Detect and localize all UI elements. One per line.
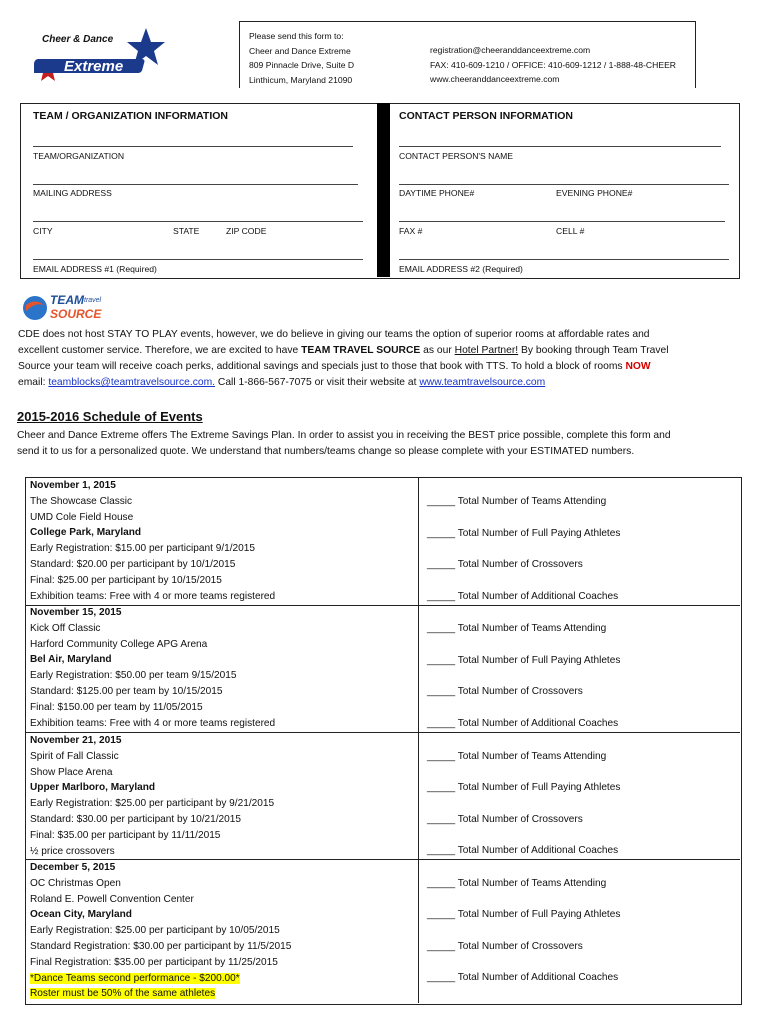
event-note: Exhibition teams: Free with 4 or more teams registered [30, 590, 276, 602]
event-price: Standard Registration: $30.00 per participant by 11/5/2015 [30, 940, 292, 952]
table-column-divider [418, 477, 419, 1003]
event-date: November 1, 2015 [30, 480, 116, 491]
org-label: TEAM/ORGANIZATION [33, 151, 125, 161]
schedule-title: 2015-2016 Schedule of Events [17, 409, 203, 424]
total-teams-field[interactable]: _____ Total Number of Teams Attending [427, 623, 607, 634]
mailing-info [249, 29, 354, 87]
total-coaches-field[interactable]: _____ Total Number of Additional Coaches [427, 718, 619, 729]
city-state-zip-input-line[interactable] [33, 221, 363, 222]
email2-input-line[interactable] [399, 259, 729, 260]
event-name: OC Christmas Open [30, 877, 121, 889]
schedule-intro [17, 428, 671, 460]
hotel-partner-text: Hotel Partner! [454, 345, 519, 356]
tts-text: excellent customer service. Therefore, we are excited to have [18, 345, 302, 356]
schedule-intro-line: Cheer and Dance Extreme offers The Extreme Savings Plan. In order to assist you in receiving the BEST price possible, complete this form and [17, 430, 671, 441]
event-venue: Harford Community College APG Arena [30, 638, 208, 650]
website-line[interactable]: www.cheeranddanceextreme.com [430, 74, 560, 84]
event-note-highlight: Roster must be 50% of the same athletes [30, 988, 216, 1000]
logo-text-top: Cheer & Dance [42, 34, 114, 45]
event-note: ½ price crossovers [30, 845, 115, 857]
fax-label: FAX # [399, 226, 423, 236]
tts-text: Call 1-866-567-7075 or visit their website at [215, 377, 420, 388]
tts-line-2 [18, 343, 669, 359]
tts-text: Source your team will receive coach perks, additional savings and specials just to those that book with TTS. To hold a block of rooms [18, 361, 626, 372]
event-cell-dec-5 [30, 860, 291, 1002]
event-price: Standard: $20.00 per participant by 10/1/2015 [30, 558, 236, 570]
now-text: NOW [625, 361, 651, 372]
event-date: November 15, 2015 [30, 607, 122, 618]
contact-name-label: CONTACT PERSON'S NAME [399, 151, 514, 161]
tts-line-4 [18, 375, 669, 391]
fax-cell-input-line[interactable] [399, 221, 725, 222]
event-note-highlight: *Dance Teams second performance - $200.00* [30, 972, 240, 984]
event-name: The Showcase Classic [30, 495, 133, 507]
total-coaches-field[interactable]: _____ Total Number of Additional Coaches [427, 972, 619, 983]
tts-line-1: CDE does not host STAY TO PLAY events, however, we do believe in giving our teams the option of superior rooms at affordable rates and [18, 329, 650, 340]
total-teams-field[interactable]: _____ Total Number of Teams Attending [427, 496, 607, 507]
contact-info [430, 43, 676, 87]
team-travel-source-logo [22, 292, 106, 324]
event-city: Upper Marlboro, Maryland [30, 782, 156, 794]
total-coaches-field[interactable]: _____ Total Number of Additional Coaches [427, 591, 619, 602]
event-price: Final: $25.00 per participant by 10/15/2015 [30, 574, 222, 586]
event-name: Kick Off Classic [30, 622, 101, 634]
event-city: Ocean City, Maryland [30, 909, 132, 921]
mailing-input-line[interactable] [33, 184, 358, 185]
total-athletes-field[interactable]: _____ Total Number of Full Paying Athletes [427, 782, 621, 793]
tts-logo-bottom: SOURCE [50, 307, 102, 321]
event-name: Spirit of Fall Classic [30, 750, 119, 762]
event-price: Early Registration: $50.00 per team 9/15/2015 [30, 670, 237, 682]
total-crossovers-field[interactable]: _____ Total Number of Crossovers [427, 814, 583, 825]
total-coaches-field[interactable]: _____ Total Number of Additional Coaches [427, 845, 619, 856]
tts-text: email: [18, 377, 49, 388]
total-teams-field[interactable]: _____ Total Number of Teams Attending [427, 878, 607, 889]
event-price: Early Registration: $25.00 per participant by 10/05/2015 [30, 925, 280, 937]
tts-paragraph [18, 327, 669, 391]
event-price: Standard: $125.00 per team by 10/15/2015 [30, 685, 223, 697]
logo-text-bottom: Extreme [64, 58, 124, 75]
team-section-title: TEAM / ORGANIZATION INFORMATION [33, 110, 229, 122]
event-cell-nov-21 [30, 733, 274, 859]
event-price: Final: $150.00 per team by 11/05/2015 [30, 701, 203, 713]
address-line: Please send this form to: [249, 31, 344, 41]
tts-logo-small: travel [84, 297, 102, 304]
event-price: Final Registration: $35.00 per participant by 11/25/2015 [30, 956, 278, 968]
event-venue: UMD Cole Field House [30, 511, 134, 523]
state-label: STATE [173, 226, 200, 236]
total-athletes-field[interactable]: _____ Total Number of Full Paying Athletes [427, 655, 621, 666]
total-athletes-field[interactable]: _____ Total Number of Full Paying Athletes [427, 909, 621, 920]
event-date: November 21, 2015 [30, 735, 122, 746]
total-crossovers-field[interactable]: _____ Total Number of Crossovers [427, 559, 583, 570]
event-city: College Park, Maryland [30, 527, 142, 539]
address-line: Cheer and Dance Extreme [249, 45, 351, 56]
tts-website-link[interactable]: www.teamtravelsource.com [419, 377, 546, 388]
event-city: Bel Air, Maryland [30, 654, 112, 666]
total-athletes-field[interactable]: _____ Total Number of Full Paying Athletes [427, 528, 621, 539]
cheer-dance-extreme-logo [34, 26, 166, 82]
evening-phone-label: EVENING PHONE# [556, 188, 633, 198]
teamblocks-email-link[interactable]: teamblocks@teamtravelsource.com. [48, 377, 216, 388]
cell-label: CELL # [556, 226, 585, 236]
total-crossovers-field[interactable]: _____ Total Number of Crossovers [427, 686, 583, 697]
address-line: 809 Pinnacle Drive, Suite D [249, 60, 355, 70]
event-date: December 5, 2015 [30, 862, 116, 873]
tts-logo-top: TEAM [50, 293, 84, 307]
phone-fax-line: FAX: 410-609-1210 / OFFICE: 410-609-1212 / 1-888-48-CHEER [430, 59, 677, 70]
event-price: Standard: $30.00 per participant by 10/21/2015 [30, 813, 242, 825]
event-venue: Roland E. Powell Convention Center [30, 893, 194, 905]
email1-input-line[interactable] [33, 259, 363, 260]
contact-name-input-line[interactable] [399, 146, 721, 147]
org-input-line[interactable] [33, 146, 353, 147]
contact-section-title: CONTACT PERSON INFORMATION [399, 110, 574, 122]
tts-brand: TEAM TRAVEL SOURCE [301, 345, 421, 356]
event-cell-nov-15 [30, 605, 275, 731]
mailing-label: MAILING ADDRESS [33, 188, 112, 198]
panel-divider [377, 103, 390, 277]
zip-label: ZIP CODE [226, 226, 267, 236]
tts-text: By booking through Team Travel [518, 345, 669, 356]
email1-label: EMAIL ADDRESS #1 (Required) [33, 264, 157, 274]
event-price: Early Registration: $15.00 per participant 9/1/2015 [30, 543, 256, 555]
email2-label: EMAIL ADDRESS #2 (Required) [399, 264, 523, 274]
event-price: Early Registration: $25.00 per participant by 9/21/2015 [30, 798, 275, 810]
tts-text: as our [420, 345, 455, 356]
tts-line-3 [18, 359, 669, 375]
total-teams-field[interactable]: _____ Total Number of Teams Attending [427, 751, 607, 762]
daytime-phone-label: DAYTIME PHONE# [399, 188, 475, 198]
address-line: Linthicum, Maryland 21090 [249, 74, 353, 85]
event-note: Exhibition teams: Free with 4 or more teams registered [30, 717, 276, 729]
phone-input-line[interactable] [399, 184, 729, 185]
event-venue: Show Place Arena [30, 766, 113, 778]
event-cell-nov-1 [30, 478, 275, 604]
event-price: Final: $35.00 per participant by 11/11/2015 [30, 829, 221, 841]
schedule-intro-line: send it to us for a personalized quote. We understand that numbers/teams change so please complete with your ESTIMATED numbers. [17, 446, 635, 457]
registration-email[interactable]: registration@cheeranddanceextreme.com [430, 45, 591, 55]
city-label: CITY [33, 226, 53, 236]
total-crossovers-field[interactable]: _____ Total Number of Crossovers [427, 941, 583, 952]
